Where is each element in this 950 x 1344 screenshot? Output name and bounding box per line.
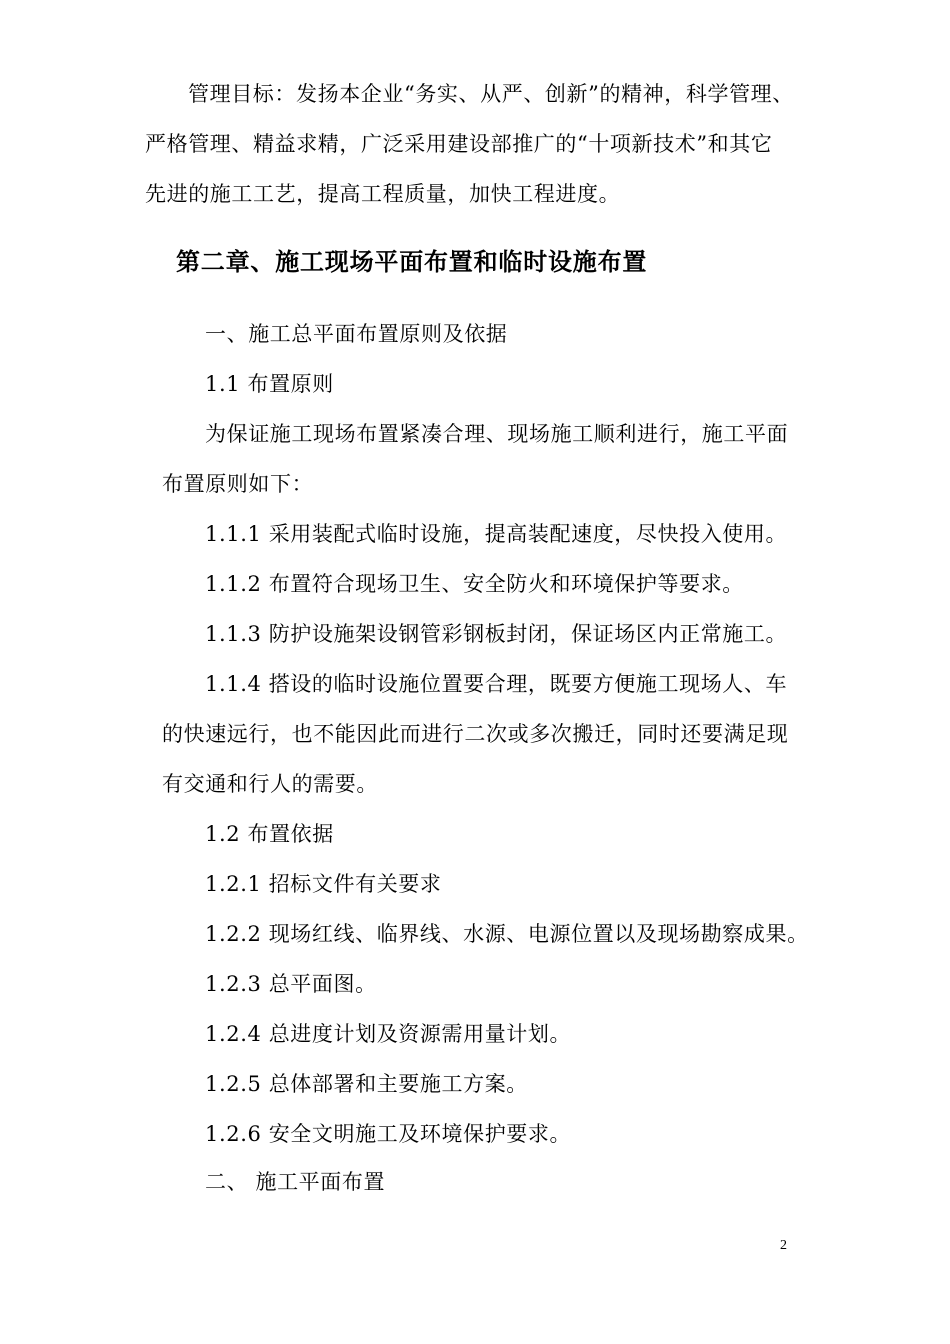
section-2-title: 二、 施工平面布置	[205, 1170, 386, 1194]
intro-line-1: 管理目标：发扬本企业“务实、从严、创新”的精神，科学管理、	[188, 82, 794, 106]
intro-line-3: 先进的施工工艺，提高工程质量，加快工程进度。	[145, 182, 621, 206]
list-item-1-2-3: 1.2.3 总平面图。	[205, 972, 377, 996]
section-1-title: 一、施工总平面布置原则及依据	[205, 322, 508, 346]
principles-intro-line-2: 布置原则如下：	[162, 472, 314, 496]
list-item-1-1-4-line-3: 有交通和行人的需要。	[162, 772, 378, 796]
page-number: 2	[780, 1238, 787, 1253]
list-item-1-2-6: 1.2.6 安全文明施工及环境保护要求。	[205, 1122, 572, 1146]
list-item-1-2-5: 1.2.5 总体部署和主要施工方案。	[205, 1072, 528, 1096]
list-item-1-2-1: 1.2.1 招标文件有关要求	[205, 872, 442, 896]
list-item-1-1-4-line-2: 的快速远行，也不能因此而进行二次或多次搬迁，同时还要满足现	[162, 722, 789, 746]
intro-line-2: 严格管理、精益求精，广泛采用建设部推广的“十项新技术”和其它	[145, 132, 773, 156]
subsection-1-1-title: 1.1 布置原则	[205, 372, 334, 396]
list-item-1-1-3: 1.1.3 防护设施架设钢管彩钢板封闭，保证场区内正常施工。	[205, 622, 788, 646]
principles-intro-line-1: 为保证施工现场布置紧凑合理、现场施工顺利进行，施工平面	[205, 422, 789, 446]
list-item-1-2-2: 1.2.2 现场红线、临界线、水源、电源位置以及现场勘察成果。	[205, 922, 809, 946]
list-item-1-1-2: 1.1.2 布置符合现场卫生、安全防火和环境保护等要求。	[205, 572, 744, 596]
list-item-1-1-1: 1.1.1 采用装配式临时设施，提高装配速度，尽快投入使用。	[205, 522, 788, 546]
list-item-1-2-4: 1.2.4 总进度计划及资源需用量计划。	[205, 1022, 572, 1046]
list-item-1-1-4-line-1: 1.1.4 搭设的临时设施位置要合理，既要方便施工现场人、车	[205, 672, 788, 696]
chapter-title: 第二章、施工现场平面布置和临时设施布置	[176, 248, 648, 276]
subsection-1-2-title: 1.2 布置依据	[205, 822, 334, 846]
